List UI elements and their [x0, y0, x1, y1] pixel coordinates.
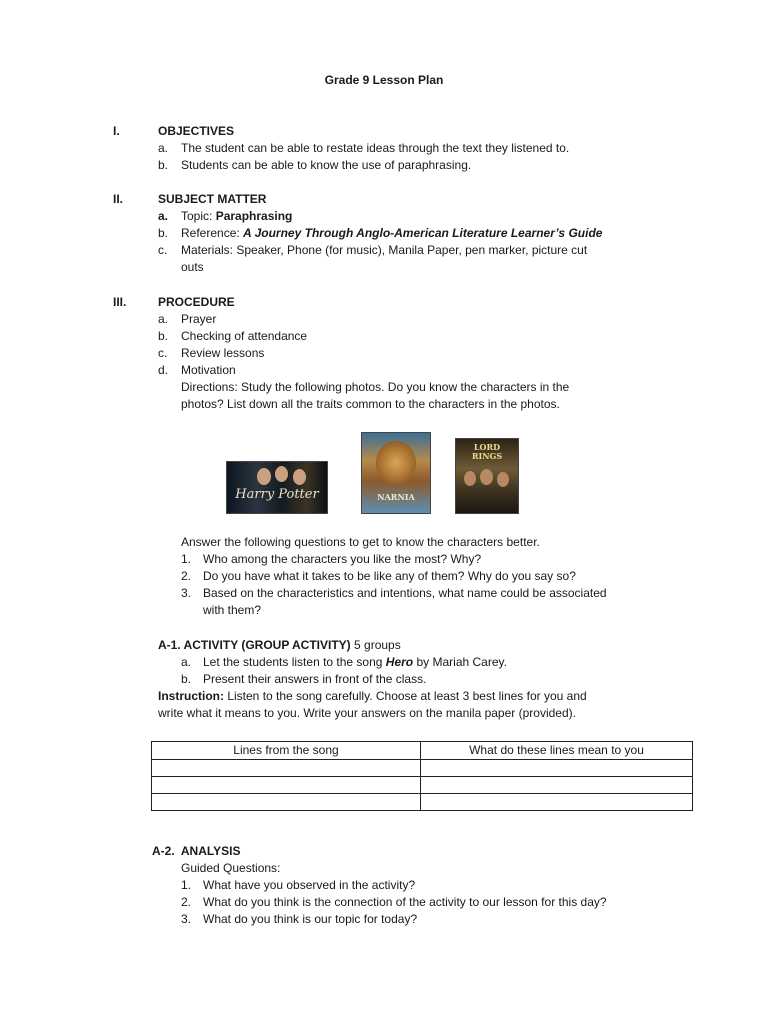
analysis-num-1: 1.: [181, 878, 192, 892]
directions-line-2: photos? List down all the traits common to the characters in the photos.: [181, 397, 560, 411]
section-numeral-2: II.: [113, 192, 124, 206]
procedure-label-c: c.: [158, 346, 168, 360]
procedure-item-b: Checking of attendance: [181, 329, 308, 343]
table-cell: [152, 794, 421, 811]
reference-prefix: Reference:: [181, 226, 244, 240]
activity-item-b: Present their answers in front of the class.: [203, 672, 427, 686]
materials-line-2: outs: [181, 260, 204, 274]
topic-prefix: Topic:: [181, 209, 216, 223]
analysis-num-3: 3.: [181, 912, 192, 926]
analysis-question-1: What have you observed in the activity?: [203, 878, 416, 892]
topic-line: [181, 208, 292, 225]
materials-label: c.: [158, 243, 168, 257]
face-shape: [293, 469, 306, 485]
harry-potter-photo: [226, 461, 328, 514]
procedure-label-a: a.: [158, 312, 169, 326]
narnia-logo: NARNIA: [377, 492, 415, 502]
section-numeral-3: III.: [113, 295, 127, 309]
analysis-question-3: What do you think is our topic for today?: [203, 912, 418, 926]
question-num-3: 3.: [181, 586, 192, 600]
harry-potter-logo: Harry Potter: [235, 487, 319, 502]
table-cell: [152, 760, 421, 777]
reference-label: b.: [158, 226, 169, 240]
instruction-text-1: Listen to the song carefully. Choose at least 3 best lines for you and: [224, 689, 587, 703]
lotr-logo: [456, 443, 518, 461]
face-shape: [480, 469, 493, 485]
table-cell: [152, 777, 421, 794]
analysis-question-2: What do you think is the connection of the activity to our lesson for this day?: [203, 895, 607, 909]
objective-a: The student can be able to restate ideas through the text they listened to.: [181, 141, 570, 155]
procedure-heading: PROCEDURE: [158, 295, 235, 309]
topic-label: a.: [158, 209, 169, 223]
analysis-heading: A-2. ANALYSIS: [152, 844, 241, 858]
objective-b: Students can be able to know the use of paraphrasing.: [181, 158, 472, 172]
procedure-item-c: Review lessons: [181, 346, 265, 360]
table-row: [152, 794, 693, 811]
activity-item-a: [203, 654, 507, 671]
activity-heading: [158, 637, 401, 654]
directions-line-1: Directions: Study the following photos. Do you know the characters in the: [181, 380, 570, 394]
procedure-item-d: Motivation: [181, 363, 236, 377]
objectives-heading: OBJECTIVES: [158, 124, 235, 138]
question-3-cont: with them?: [203, 603, 262, 617]
activity-item-a-post: by Mariah Carey.: [413, 655, 507, 669]
reference-line: [181, 225, 602, 242]
song-lines-table: [151, 741, 693, 811]
lotr-logo-line-1: LORD: [473, 442, 501, 452]
subject-matter-heading: SUBJECT MATTER: [158, 192, 267, 206]
guided-questions-label: Guided Questions:: [181, 861, 281, 875]
materials-line-1: Materials: Speaker, Phone (for music), Manila Paper, pen marker, picture cut: [181, 243, 588, 257]
lord-of-the-rings-photo: [455, 438, 519, 514]
face-shape: [257, 468, 271, 485]
activity-label-b: b.: [181, 672, 192, 686]
analysis-num-2: 2.: [181, 895, 192, 909]
activity-groups: 5 groups: [350, 638, 401, 652]
question-num-2: 2.: [181, 569, 192, 583]
face-shape: [497, 472, 509, 487]
procedure-item-a: Prayer: [181, 312, 217, 326]
reference-value: A Journey Through Anglo-American Literature Learner’s Guide: [243, 226, 603, 240]
face-shape: [275, 466, 288, 482]
narnia-photo: [361, 432, 431, 514]
section-numeral-1: I.: [113, 124, 120, 138]
question-num-1: 1.: [181, 552, 192, 566]
question-1: Who among the characters you like the most? Why?: [203, 552, 482, 566]
song-title: Hero: [385, 655, 414, 669]
table-row: [152, 777, 693, 794]
activity-label-a: a.: [181, 655, 192, 669]
activity-item-a-pre: Let the students listen to the song: [203, 655, 386, 669]
procedure-label-b: b.: [158, 329, 169, 343]
face-shape: [464, 471, 476, 486]
objective-label-b: b.: [158, 158, 169, 172]
table-cell: [421, 760, 693, 777]
table-row: [152, 760, 693, 777]
instruction-label: Instruction:: [158, 689, 224, 703]
lion-shape: [376, 441, 416, 485]
instruction-line-1: [158, 688, 587, 705]
lotr-logo-line-2: RINGS: [471, 451, 503, 461]
answer-intro: Answer the following questions to get to know the characters better.: [181, 535, 540, 549]
procedure-label-d: d.: [158, 363, 169, 377]
activity-heading-text: A-1. ACTIVITY (GROUP ACTIVITY): [158, 638, 351, 652]
table-header-row: [152, 742, 693, 760]
topic-value: Paraphrasing: [215, 209, 293, 223]
table-header-meaning: What do these lines mean to you: [421, 742, 693, 760]
table-cell: [421, 777, 693, 794]
question-3: Based on the characteristics and intentions, what name could be associated: [203, 586, 607, 600]
question-2: Do you have what it takes to be like any of them? Why do you say so?: [203, 569, 576, 583]
instruction-line-2: write what it means to you. Write your answers on the manila paper (provided).: [158, 706, 576, 720]
table-cell: [421, 794, 693, 811]
page-title: Grade 9 Lesson Plan: [324, 73, 444, 87]
objective-label-a: a.: [158, 141, 169, 155]
table-header-lines: Lines from the song: [152, 742, 421, 760]
